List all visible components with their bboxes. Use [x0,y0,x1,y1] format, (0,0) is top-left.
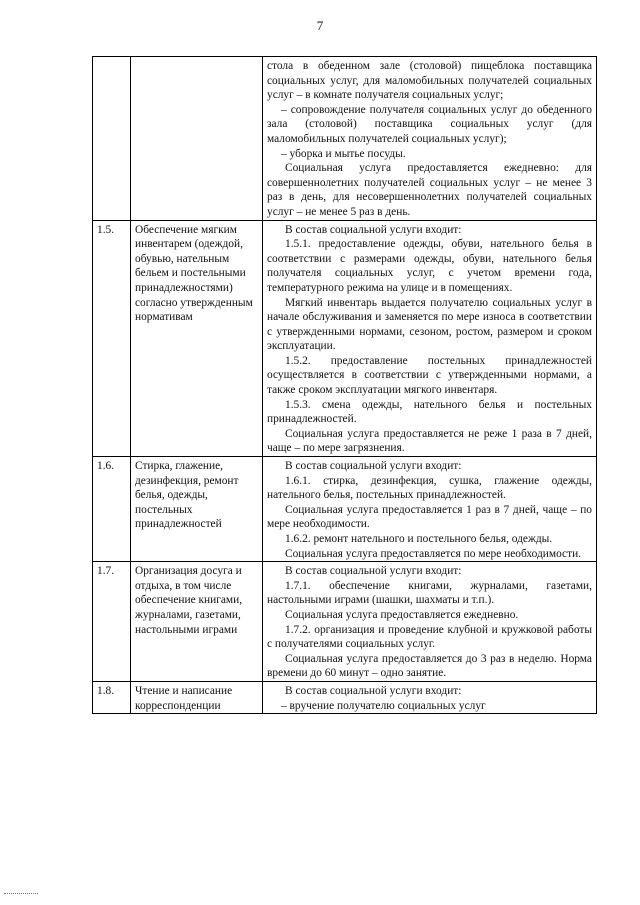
description-paragraph: 1.7.1. обеспечение книгами, журналами, газетами, настольными играми (шашки, шахматы и т.п.). [267,579,592,607]
description-paragraph: Мягкий инвентарь выдается получателю социальных услуг в начале обслуживания и заменяется по мере износа в соответствии с утвержденными нормами, сезоном, ростом, размером и сроком эксплуатации. [267,296,592,353]
table-row [93,562,597,682]
service-name: Чтение и написание корреспонденции [131,681,263,713]
description-paragraph: – уборка и мытье посуды. [281,147,406,160]
row-number: 1.8. [93,681,131,713]
description-paragraph: 1.5.2. предоставление постельных принадлежностей осуществляется в соответствии с утвержденными нормами, а также сроком эксплуатации мягкого инвентаря. [267,354,592,397]
row-number: 1.6. [93,457,131,562]
description-paragraph: В состав социальной услуги входит: [285,684,462,697]
description-paragraph: 1.5.3. смена одежды, нательного белья и постельных принадлежностей. [267,398,592,426]
row-number: 1.5. [93,220,131,457]
page-number: 7 [316,18,324,33]
description-paragraph: – сопровождение получателя социальных услуг до обеденного зала (столовой) поставщика социальных услуг (для маломобильных получателей социальных услуг); [267,103,592,145]
description-paragraph: 1.7.2. организация и проведение клубной и кружковой работы с получателями социальных услуг. [267,623,592,651]
description-paragraph: стола в обеденном зале (столовой) пищеблока поставщика социальных услуг, для маломобильных получателей социальных услуг – в комнате получателя социальных услуг; [267,60,592,102]
description-paragraph: Социальная услуга предоставляется до 3 раз в неделю. Норма времени до 60 минут – одно занятие. [267,652,592,680]
service-description [263,681,597,713]
service-name: Организация досуга и отдыха, в том числе обеспечение книгами, журналами, газетами, настольными играми [131,562,263,682]
service-name: Стирка, глажение, дезинфекция, ремонт белья, одежды, постельных принадлежностей [131,457,263,562]
row-number: 1.7. [93,562,131,682]
description-paragraph: 1.6.1. стирка, дезинфекция, сушка, глажение одежды, нательного белья, постельных принадлежностей. [267,474,592,502]
service-description [263,457,597,562]
description-paragraph: Социальная услуга предоставляется 1 раз в 7 дней, чаще – по мере необходимости. [267,503,592,531]
description-paragraph: Социальная услуга предоставляется ежедневно. [285,608,519,621]
description-paragraph: В состав социальной услуги входит: [285,565,462,578]
scan-edge-mark [4,893,38,894]
service-name [131,57,263,221]
table-row [93,681,597,713]
description-paragraph: В состав социальной услуги входит: [285,460,462,473]
description-paragraph: Социальная услуга предоставляется по мере необходимости. [285,547,582,560]
service-description [263,562,597,682]
description-paragraph: В состав социальной услуги входит: [285,223,462,236]
service-description [263,220,597,457]
description-paragraph: 1.5.1. предоставление одежды, обуви, нательного белья в соответствии с размерами одежды, обуви, нательного белья получателя социальных услуг, с учетом времени года, температурного режима на улице и в помещениях. [267,238,592,294]
table-row [93,220,597,457]
table-row [93,457,597,562]
description-paragraph: – вручение получателю социальных услуг [281,699,486,712]
services-table [92,56,597,714]
description-paragraph: Социальная услуга предоставляется не реже 1 раза в 7 дней, чаще – по мере загрязнения. [267,427,592,455]
service-description [263,57,597,221]
description-paragraph: 1.6.2. ремонт нательного и постельного белья, одежды. [285,533,553,545]
service-name: Обеспечение мягким инвентарем (одеждой, обувью, нательным бельем и постельными принадлежностями) согласно утвержденным нормативам [131,220,263,457]
row-number [93,57,131,221]
description-paragraph: Социальная услуга предоставляется ежедневно: для совершеннолетних получателей социальных услуг – не менее 3 раз в день, для несовершеннолетних получателей социальных услуг – не менее 5 раз в день. [267,162,592,218]
table-row [93,57,597,221]
